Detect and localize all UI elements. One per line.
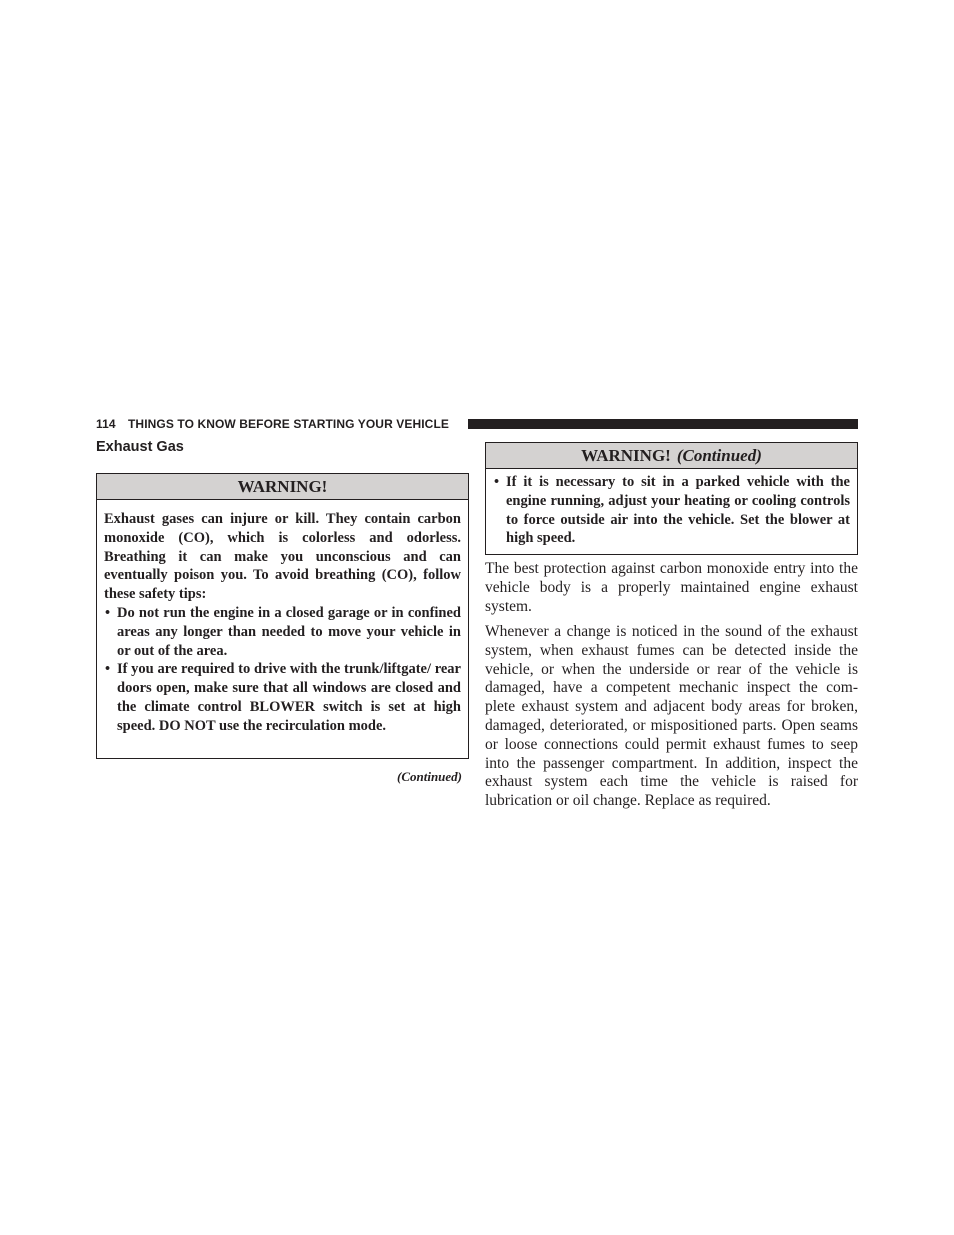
- warning-box: [96, 473, 469, 759]
- header-rule-bar: [468, 419, 858, 429]
- section-title: Exhaust Gas: [96, 439, 184, 455]
- warning-header: [97, 474, 468, 500]
- warning-bullet: • If it is necessary to sit in a parked vehicle with the engine running, adjust your heating or cooling controls to force outside air into the vehicle. Set the blower at high speed.: [493, 473, 850, 548]
- warning-bullet-list: [493, 473, 850, 548]
- warning-bullet-list: [104, 604, 461, 736]
- continued-label: (Continued): [396, 769, 462, 784]
- warning-body: [97, 500, 468, 736]
- page-header: [96, 417, 858, 431]
- chapter-title: THINGS TO KNOW BEFORE STARTING YOUR VEHICLE: [128, 417, 449, 431]
- body-paragraph: The best protection against carbon monoxide entry into the vehicle body is a properly maintained engine exhaust system.: [485, 560, 858, 615]
- warning-continued-box: [485, 442, 858, 555]
- warning-title: WARNING!: [581, 446, 671, 465]
- warning-bullet: • If you are required to drive with the trunk/liftgate/ rear doors open, make sure that all windows are closed and the climate control BLOWER switch is set at high speed. DO NOT use the recirculation mode.: [104, 660, 461, 735]
- warning-header: [486, 443, 857, 469]
- warning-bullet: • Do not run the engine in a closed garage or in confined areas any longer than needed to move your vehicle in or out of the area.: [104, 604, 461, 660]
- warning-title-continued: (Continued): [676, 446, 762, 465]
- warning-intro: Exhaust gases can injure or kill. They contain carbon monoxide (CO), which is colorless and odorless. Breathing it can make you unconscious and can eventually poison you. To avoid breathing (CO), follow these safety tips:: [104, 511, 461, 603]
- page-number: 114: [96, 417, 116, 431]
- body-paragraph: Whenever a change is noticed in the sound of the exhaust system, when exhaust fumes can be detected inside the vehicle, or when the underside or rear of the vehicle is damaged, have a competent mechanic inspect the com- plete exhaust system and adjacent body areas for broken, damaged, deteriorated, or mispositioned parts. Open seams or loose connections could permit exhaust fumes to seep into the passenger compartment. In addition, inspect the exhaust system each time the vehicle is raised for lubrication or oil change. Replace as required.: [485, 623, 858, 810]
- warning-body: [486, 469, 857, 548]
- warning-title: WARNING!: [237, 477, 328, 496]
